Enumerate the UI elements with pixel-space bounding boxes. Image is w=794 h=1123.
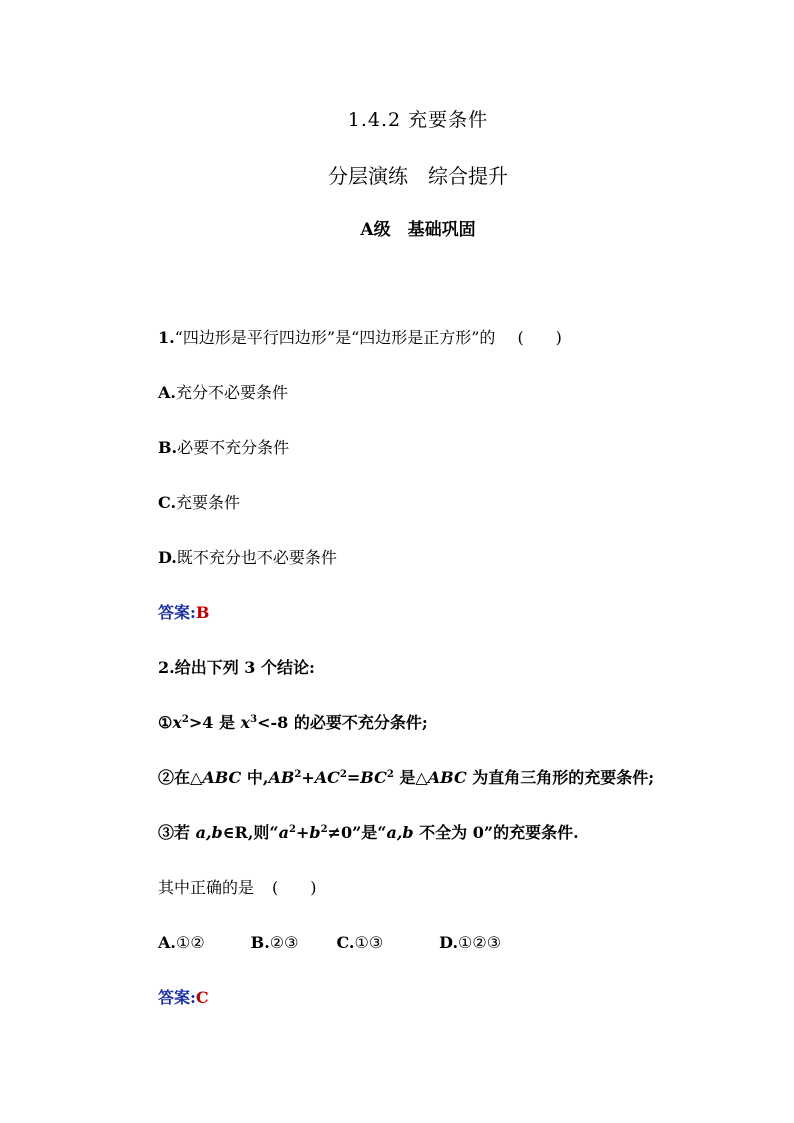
question-1-stem bbox=[158, 327, 562, 349]
option-letter: D. bbox=[158, 548, 177, 567]
statement-text: 中, bbox=[241, 768, 269, 787]
statement-text: ∈R,则“ bbox=[222, 823, 279, 842]
option-letter: D. bbox=[439, 933, 459, 952]
variable-x: x bbox=[240, 713, 251, 732]
statement-mark: ① bbox=[158, 713, 173, 732]
side-ab: AB bbox=[268, 768, 295, 787]
variable-b: b bbox=[309, 823, 321, 842]
statement-text: 为直角三角形的充要条件; bbox=[466, 768, 655, 787]
question-2-options bbox=[158, 932, 501, 954]
option-b bbox=[251, 933, 299, 952]
statement-text: ≠0”是“ bbox=[327, 823, 387, 842]
option-letter: A. bbox=[158, 933, 176, 952]
statement-mark: ③若 bbox=[158, 823, 196, 842]
answer-value: B bbox=[195, 603, 210, 622]
question-number: 1. bbox=[158, 328, 175, 347]
variables-ab: a,b bbox=[386, 823, 414, 842]
option-b bbox=[158, 437, 289, 459]
question-2-stem bbox=[158, 657, 315, 679]
answer-separator: : bbox=[190, 988, 196, 1007]
option-c bbox=[336, 933, 383, 952]
statement-text: 不全为 0”的充要条件. bbox=[413, 823, 579, 842]
option-letter: B. bbox=[250, 933, 270, 952]
option-letter: C. bbox=[336, 933, 355, 952]
statement-text: <-8 的必要不充分条件; bbox=[257, 713, 428, 732]
prompt-text: 其中正确的是 bbox=[158, 878, 255, 897]
option-text: 充分不必要条件 bbox=[175, 383, 288, 402]
statement-mark: ②在△ bbox=[158, 768, 203, 787]
triangle-name: ABC bbox=[202, 768, 242, 787]
option-a bbox=[158, 382, 288, 404]
option-a bbox=[158, 933, 205, 952]
question-2-prompt bbox=[158, 877, 317, 899]
option-text: 必要不充分条件 bbox=[177, 438, 290, 457]
exponent: 2 bbox=[289, 824, 296, 835]
subtitle: 分层演练 综合提升 bbox=[328, 164, 508, 188]
level-heading: A级 基础巩固 bbox=[360, 220, 476, 240]
statement-text: 是△ bbox=[393, 768, 428, 787]
statement-text: >4 是 bbox=[188, 713, 241, 732]
section-title: 1.4.2 充要条件 bbox=[347, 109, 489, 131]
exponent: 2 bbox=[294, 769, 302, 780]
exponent: 2 bbox=[320, 824, 328, 835]
statement-1 bbox=[158, 712, 428, 734]
operator: = bbox=[346, 768, 361, 787]
question-number: 2. bbox=[158, 658, 175, 677]
answer-bracket: ( ) bbox=[272, 878, 317, 897]
exponent: 2 bbox=[181, 714, 189, 725]
statement-3 bbox=[158, 822, 579, 844]
question-text: “四边形是平行四边形”是“四边形是正方形”的 bbox=[174, 328, 496, 347]
option-letter: C. bbox=[158, 493, 177, 512]
operator: + bbox=[295, 823, 310, 842]
answer-2 bbox=[158, 987, 209, 1009]
exponent: 3 bbox=[250, 714, 258, 725]
option-text: 充要条件 bbox=[176, 493, 241, 512]
operator: + bbox=[301, 768, 315, 787]
answer-1 bbox=[158, 602, 209, 624]
option-letter: A. bbox=[158, 383, 176, 402]
option-text: ①②③ bbox=[458, 933, 502, 952]
question-text: 给出下列 3 个结论: bbox=[174, 658, 315, 677]
option-letter: B. bbox=[158, 438, 178, 457]
option-text: ①③ bbox=[354, 933, 384, 952]
statement-2 bbox=[158, 767, 654, 789]
answer-label: 答案 bbox=[158, 988, 191, 1007]
exponent: 2 bbox=[339, 769, 347, 780]
variables-ab: a,b bbox=[195, 823, 223, 842]
option-text: 既不充分也不必要条件 bbox=[176, 548, 337, 567]
variable-a: a bbox=[278, 823, 289, 842]
option-c bbox=[158, 492, 240, 514]
option-text: ①② bbox=[175, 933, 205, 952]
option-d bbox=[439, 933, 501, 952]
exponent: 2 bbox=[386, 769, 394, 780]
option-d bbox=[158, 547, 337, 569]
side-bc: BC bbox=[360, 768, 387, 787]
answer-value: C bbox=[195, 988, 209, 1007]
option-text: ②③ bbox=[269, 933, 299, 952]
answer-bracket: ( ) bbox=[517, 328, 562, 347]
answer-label: 答案 bbox=[158, 603, 191, 622]
side-ac: AC bbox=[314, 768, 340, 787]
variable-x: x bbox=[172, 713, 182, 732]
triangle-name: ABC bbox=[427, 768, 467, 787]
answer-separator: : bbox=[190, 603, 196, 622]
